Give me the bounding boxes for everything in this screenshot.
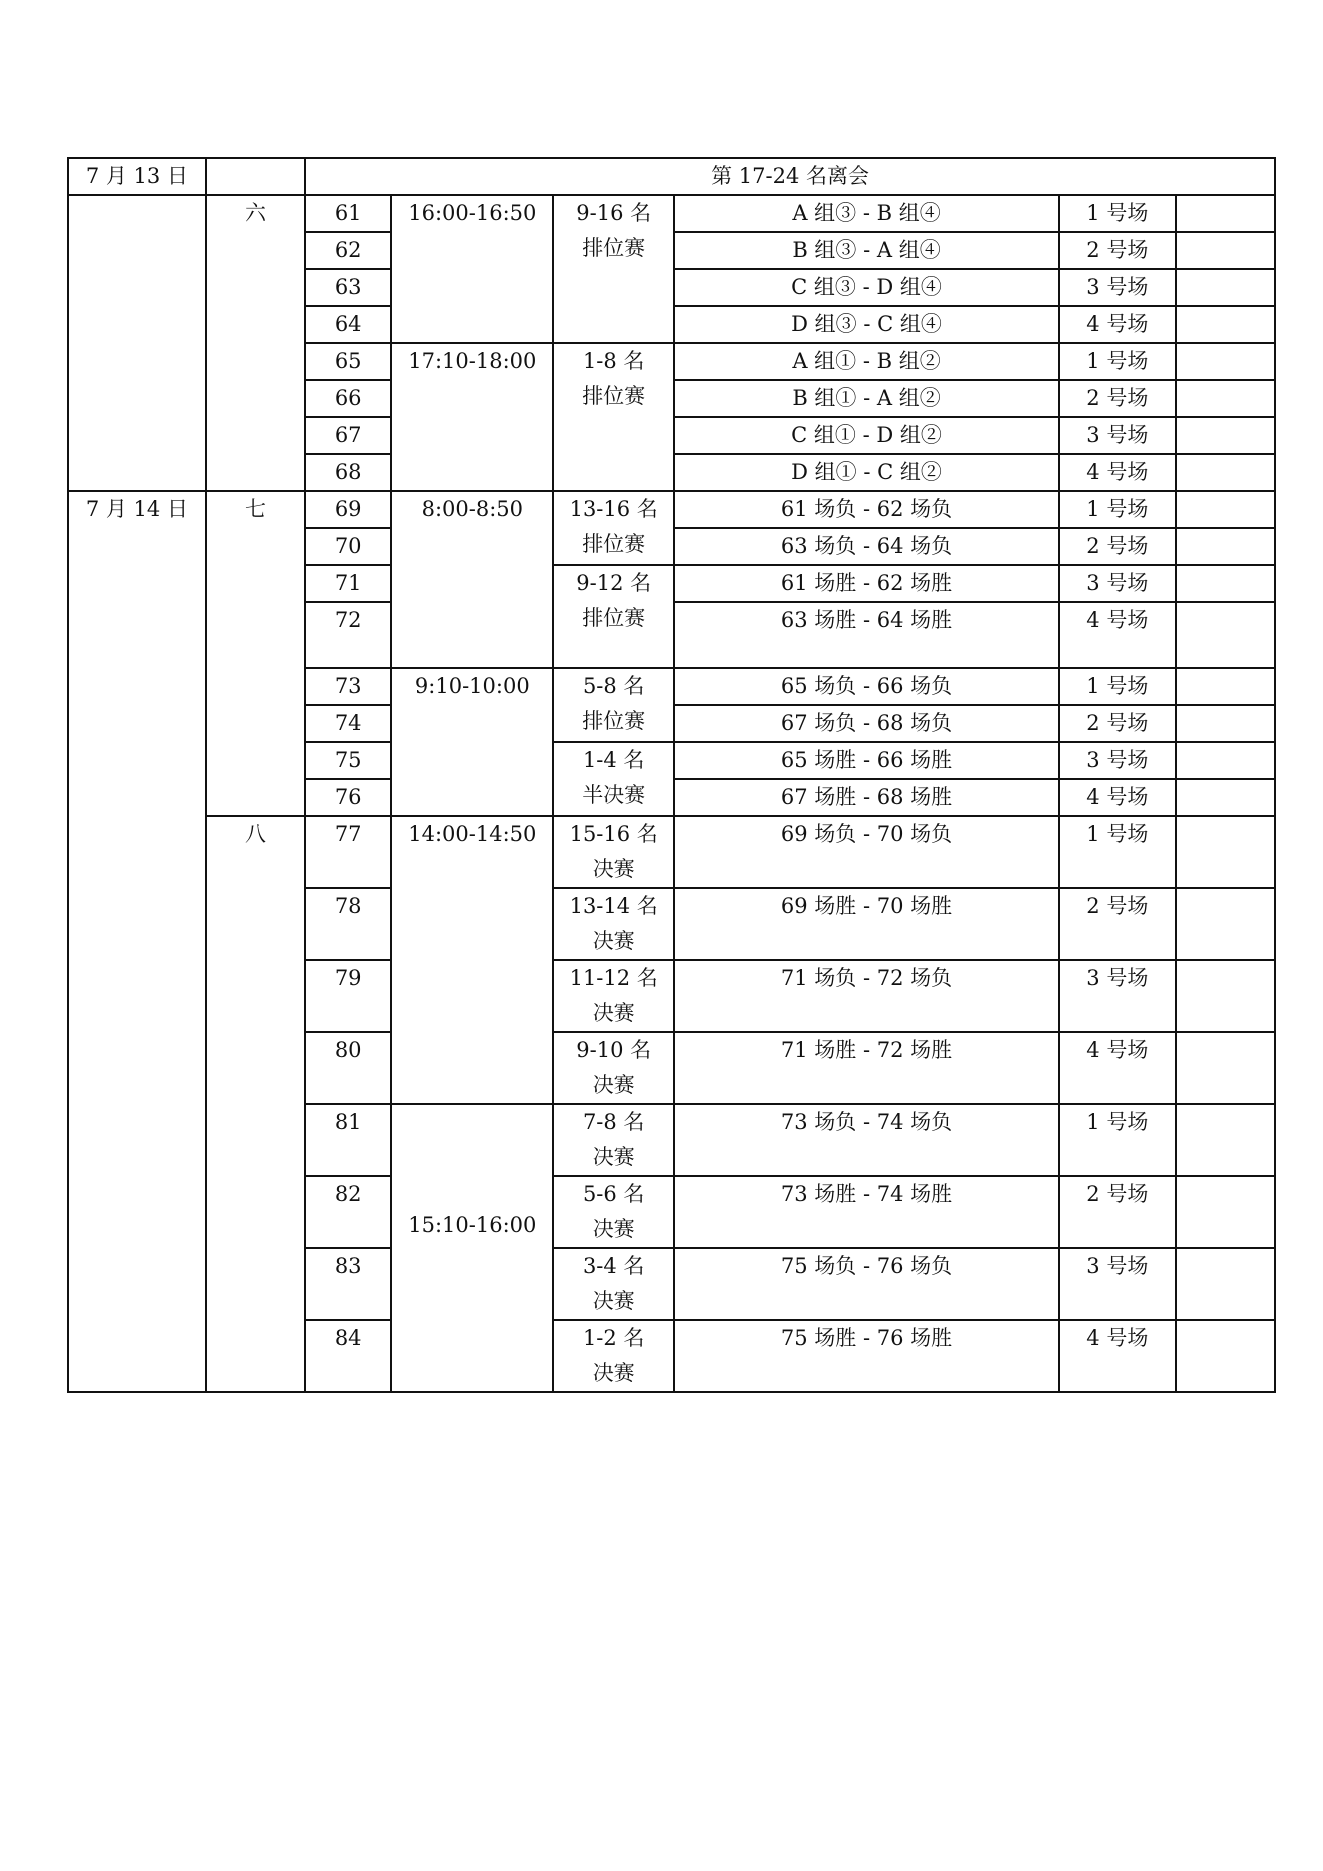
stage-line: 决赛 <box>592 1217 635 1241</box>
round-cell: 八 <box>206 816 305 1392</box>
match-cell: C 组① - D 组② <box>674 417 1059 454</box>
time-slot: 15:10-16:00 <box>391 1104 553 1392</box>
stage-line: 15-16 名 <box>569 822 658 846</box>
venue-cell: 4 号场 <box>1059 306 1176 343</box>
game-number: 63 <box>305 269 391 306</box>
empty-cell <box>1176 232 1275 269</box>
empty-cell <box>1176 1176 1275 1248</box>
match-cell: 61 场胜 - 62 场胜 <box>674 565 1059 602</box>
game-number: 71 <box>305 565 391 602</box>
schedule-page <box>67 157 1276 1393</box>
match-cell: 65 场负 - 66 场负 <box>674 668 1059 705</box>
stage-line: 9-12 名 <box>576 571 652 595</box>
match-cell: 63 场负 - 64 场负 <box>674 528 1059 565</box>
match-cell: D 组③ - C 组④ <box>674 306 1059 343</box>
game-number: 83 <box>305 1248 391 1320</box>
game-number: 74 <box>305 705 391 742</box>
stage-cell <box>553 1176 674 1248</box>
stage-cell <box>553 1248 674 1320</box>
match-cell: B 组③ - A 组④ <box>674 232 1059 269</box>
empty-cell <box>1176 491 1275 528</box>
venue-cell: 3 号场 <box>1059 417 1176 454</box>
empty-cell <box>1176 602 1275 668</box>
match-cell: 71 场负 - 72 场负 <box>674 960 1059 1032</box>
stage-line: 决赛 <box>592 929 635 953</box>
stage-line: 排位赛 <box>582 384 646 408</box>
time-slot: 9:10-10:00 <box>391 668 553 816</box>
game-number: 82 <box>305 1176 391 1248</box>
venue-cell: 1 号场 <box>1059 491 1176 528</box>
stage-line: 决赛 <box>592 1145 635 1169</box>
stage-cell <box>553 668 674 742</box>
empty-cell <box>1176 528 1275 565</box>
venue-cell: 3 号场 <box>1059 565 1176 602</box>
table-row <box>68 491 1275 528</box>
venue-cell: 4 号场 <box>1059 602 1176 668</box>
stage-line: 9-10 名 <box>576 1038 652 1062</box>
venue-cell: 2 号场 <box>1059 380 1176 417</box>
match-cell: 63 场胜 - 64 场胜 <box>674 602 1059 668</box>
empty-cell <box>1176 380 1275 417</box>
game-number: 77 <box>305 816 391 888</box>
stage-cell <box>553 1032 674 1104</box>
game-number: 84 <box>305 1320 391 1392</box>
time-slot: 8:00-8:50 <box>391 491 553 668</box>
stage-line: 1-4 名 <box>582 748 645 772</box>
match-cell: C 组③ - D 组④ <box>674 269 1059 306</box>
empty-cell <box>206 158 305 195</box>
stage-line: 9-16 名 <box>576 201 652 225</box>
stage-line: 排位赛 <box>582 606 646 630</box>
venue-cell: 3 号场 <box>1059 960 1176 1032</box>
game-number: 81 <box>305 1104 391 1176</box>
stage-cell <box>553 1320 674 1392</box>
match-schedule-table <box>67 157 1276 1393</box>
stage-line: 决赛 <box>592 1073 635 1097</box>
game-number: 76 <box>305 779 391 816</box>
stage-line: 13-16 名 <box>569 497 658 521</box>
stage-cell <box>553 960 674 1032</box>
venue-cell: 3 号场 <box>1059 1248 1176 1320</box>
match-cell: 67 场负 - 68 场负 <box>674 705 1059 742</box>
match-cell: 67 场胜 - 68 场胜 <box>674 779 1059 816</box>
date-cell: 7 月 14 日 <box>68 491 206 1392</box>
stage-line: 5-8 名 <box>582 674 645 698</box>
venue-cell: 2 号场 <box>1059 888 1176 960</box>
game-number: 72 <box>305 602 391 668</box>
empty-cell <box>1176 195 1275 232</box>
table-row <box>68 816 1275 888</box>
match-cell: 65 场胜 - 66 场胜 <box>674 742 1059 779</box>
match-cell: A 组① - B 组② <box>674 343 1059 380</box>
game-number: 79 <box>305 960 391 1032</box>
venue-cell: 1 号场 <box>1059 195 1176 232</box>
match-cell: 73 场负 - 74 场负 <box>674 1104 1059 1176</box>
match-cell: B 组① - A 组② <box>674 380 1059 417</box>
stage-line: 排位赛 <box>582 532 646 556</box>
stage-line: 排位赛 <box>582 236 646 260</box>
stage-cell <box>553 491 674 565</box>
game-number: 75 <box>305 742 391 779</box>
stage-line: 11-12 名 <box>569 966 658 990</box>
match-cell: 69 场胜 - 70 场胜 <box>674 888 1059 960</box>
match-cell: D 组① - C 组② <box>674 454 1059 491</box>
match-cell: 71 场胜 - 72 场胜 <box>674 1032 1059 1104</box>
stage-line: 决赛 <box>592 1289 635 1313</box>
venue-cell: 4 号场 <box>1059 1032 1176 1104</box>
time-slot: 17:10-18:00 <box>391 343 553 491</box>
empty-cell <box>1176 269 1275 306</box>
stage-line: 1-8 名 <box>582 349 645 373</box>
empty-cell <box>1176 705 1275 742</box>
game-number: 78 <box>305 888 391 960</box>
empty-cell <box>1176 888 1275 960</box>
game-number: 80 <box>305 1032 391 1104</box>
empty-cell <box>1176 565 1275 602</box>
venue-cell: 1 号场 <box>1059 668 1176 705</box>
match-cell: 75 场胜 - 76 场胜 <box>674 1320 1059 1392</box>
stage-cell <box>553 816 674 888</box>
empty-cell <box>1176 306 1275 343</box>
stage-cell <box>553 195 674 343</box>
game-number: 66 <box>305 380 391 417</box>
match-cell: 73 场胜 - 74 场胜 <box>674 1176 1059 1248</box>
stage-line: 决赛 <box>592 1001 635 1025</box>
empty-cell <box>1176 668 1275 705</box>
stage-line: 5-6 名 <box>582 1182 645 1206</box>
match-cell: 75 场负 - 76 场负 <box>674 1248 1059 1320</box>
empty-cell <box>1176 417 1275 454</box>
empty-cell <box>1176 742 1275 779</box>
game-number: 70 <box>305 528 391 565</box>
section-header: 第 17-24 名离会 <box>305 158 1275 195</box>
game-number: 73 <box>305 668 391 705</box>
empty-cell <box>1176 1248 1275 1320</box>
table-row <box>68 158 1275 195</box>
stage-line: 3-4 名 <box>582 1254 645 1278</box>
match-cell: 69 场负 - 70 场负 <box>674 816 1059 888</box>
table-row <box>68 195 1275 232</box>
time-slot: 16:00-16:50 <box>391 195 553 343</box>
venue-cell: 1 号场 <box>1059 816 1176 888</box>
game-number: 61 <box>305 195 391 232</box>
venue-cell: 3 号场 <box>1059 742 1176 779</box>
stage-line: 决赛 <box>592 1361 635 1385</box>
stage-line: 排位赛 <box>582 709 646 733</box>
venue-cell: 2 号场 <box>1059 528 1176 565</box>
venue-cell: 4 号场 <box>1059 1320 1176 1392</box>
stage-cell <box>553 343 674 491</box>
venue-cell: 3 号场 <box>1059 269 1176 306</box>
stage-line: 1-2 名 <box>582 1326 645 1350</box>
game-number: 65 <box>305 343 391 380</box>
match-cell: 61 场负 - 62 场负 <box>674 491 1059 528</box>
game-number: 64 <box>305 306 391 343</box>
date-cell: 7 月 13 日 <box>68 158 206 195</box>
empty-cell <box>68 195 206 491</box>
empty-cell <box>1176 816 1275 888</box>
empty-cell <box>1176 1320 1275 1392</box>
venue-cell: 2 号场 <box>1059 232 1176 269</box>
stage-cell <box>553 888 674 960</box>
time-slot: 14:00-14:50 <box>391 816 553 1104</box>
stage-line: 决赛 <box>592 857 635 881</box>
stage-cell <box>553 742 674 816</box>
game-number: 62 <box>305 232 391 269</box>
venue-cell: 1 号场 <box>1059 1104 1176 1176</box>
venue-cell: 2 号场 <box>1059 705 1176 742</box>
empty-cell <box>1176 779 1275 816</box>
empty-cell <box>1176 1032 1275 1104</box>
stage-line: 半决赛 <box>582 783 646 807</box>
empty-cell <box>1176 1104 1275 1176</box>
stage-line: 7-8 名 <box>582 1110 645 1134</box>
round-cell: 七 <box>206 491 305 816</box>
empty-cell <box>1176 454 1275 491</box>
venue-cell: 4 号场 <box>1059 779 1176 816</box>
match-cell: A 组③ - B 组④ <box>674 195 1059 232</box>
venue-cell: 1 号场 <box>1059 343 1176 380</box>
venue-cell: 2 号场 <box>1059 1176 1176 1248</box>
stage-line: 13-14 名 <box>569 894 658 918</box>
game-number: 69 <box>305 491 391 528</box>
empty-cell <box>1176 343 1275 380</box>
stage-cell <box>553 1104 674 1176</box>
game-number: 68 <box>305 454 391 491</box>
venue-cell: 4 号场 <box>1059 454 1176 491</box>
game-number: 67 <box>305 417 391 454</box>
empty-cell <box>1176 960 1275 1032</box>
stage-cell <box>553 565 674 668</box>
round-cell: 六 <box>206 195 305 491</box>
